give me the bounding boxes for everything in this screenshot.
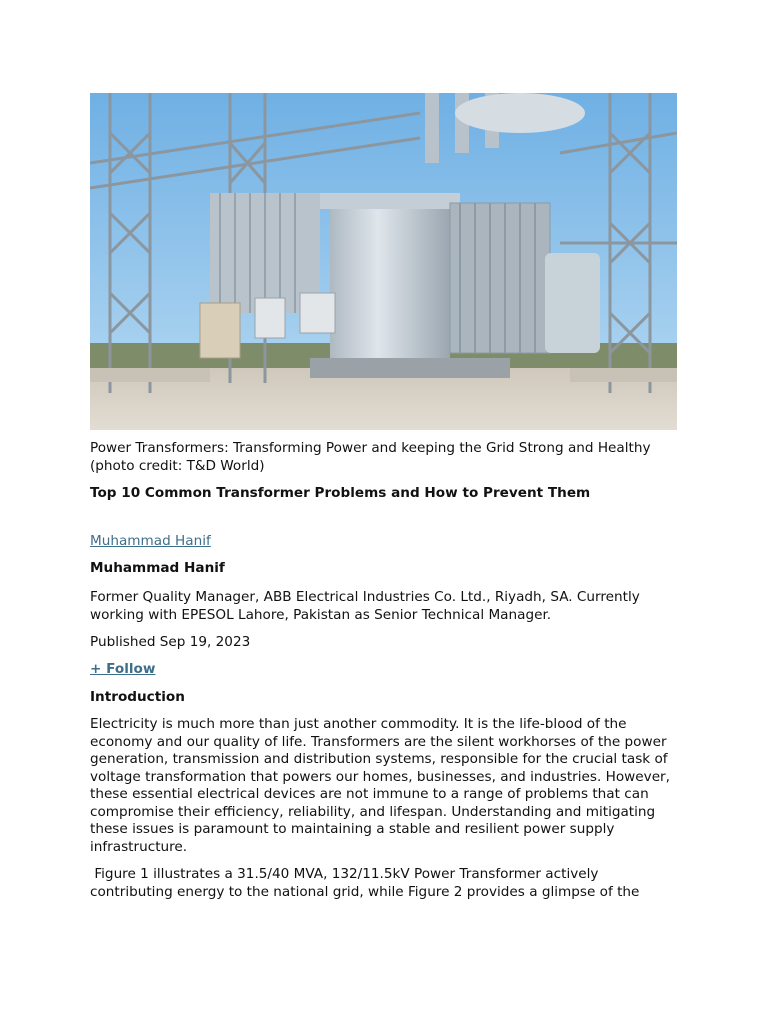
transformer-photo <box>90 93 677 430</box>
intro-paragraph: Electricity is much more than just another commodity. It is the life-blood of the economy and our quality of life. Transformers are the silent workhorses of the power generation, transmission and distribution systems, responsible for the crucial task of voltage transformation that powers our homes, businesses, and industries. However, these essential electrical devices are not immune to a range of problems that can compromise their efficiency, reliability, and lifespan. Understanding and mitigating these issues is paramount to maintaining a stable and resilient power supply infrastructure. <box>90 716 670 855</box>
article-title: Top 10 Common Transformer Problems and How to Prevent Them <box>90 485 591 501</box>
published-date: Published Sep 19, 2023 <box>90 633 251 650</box>
figure-paragraph: Figure 1 illustrates a 31.5/40 MVA, 132/11.5kV Power Transformer actively contributing energy to the national grid, while Figure 2 provides a glimpse of the <box>90 866 640 900</box>
image-caption: Power Transformers: Transforming Power and keeping the Grid Strong and Healthy (photo credit: T&D World) <box>90 440 651 474</box>
follow-button[interactable]: + Follow <box>90 661 156 677</box>
author-profile-link[interactable]: Muhammad Hanif <box>90 532 211 549</box>
section-heading-introduction: Introduction <box>90 688 185 705</box>
author-bio: Former Quality Manager, ABB Electrical Industries Co. Ltd., Riyadh, SA. Currently working with EPESOL Lahore, Pakistan as Senior Technical Manager. <box>90 588 640 623</box>
substation-illustration <box>90 93 677 430</box>
article <box>90 93 680 901</box>
author-name: Muhammad Hanif <box>90 560 225 576</box>
